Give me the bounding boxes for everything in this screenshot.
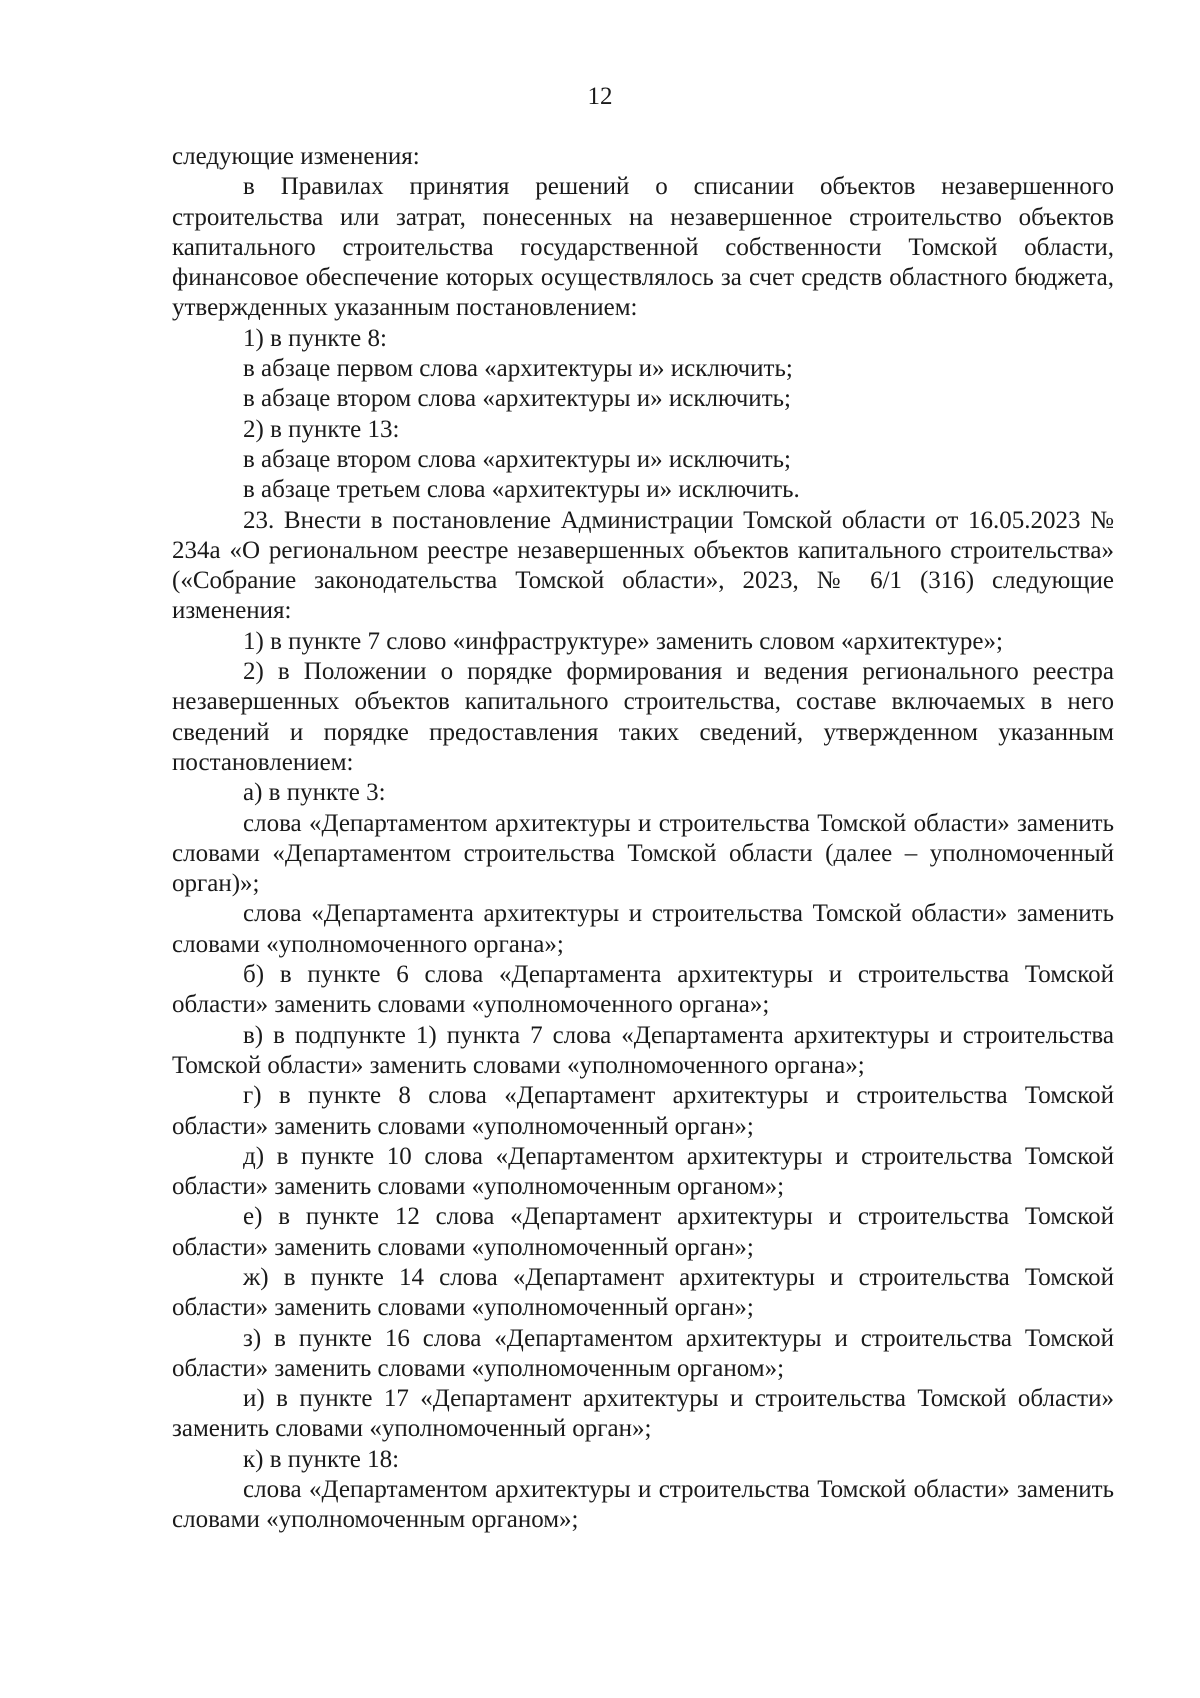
paragraph: в) в подпункте 1) пункта 7 слова «Департамента архитектуры и строительства Томской области» заменить словами «уполномоченного органа»; [172, 1021, 1114, 1079]
paragraph: слова «Департаментом архитектуры и строительства Томской области» заменить словами «уполномоченным органом»; [172, 1476, 1114, 1534]
paragraph: слова «Департаментом архитектуры и строительства Томской области» заменить словами «Департаментом строительства Томской области (далее – уполномоченный орган)»; [172, 809, 1114, 898]
paragraph: 23. Внести в постановление Администрации Томской области от 16.05.2023 № 234а «О региональном реестре незавершенных объектов капитального строительства» («Собрание законодательства Томской области», 2023, № 6/1 (316) следующие изменения: [172, 506, 1114, 625]
paragraph: 1) в пункте 8: [243, 324, 387, 352]
paragraph: в абзаце первом слова «архитектуры и» исключить; [243, 355, 793, 383]
paragraph: 2) в Положении о порядке формирования и ведения регионального реестра незавершенных объектов капитального строительства, составе включаемых в него сведений и порядке предоставления таких сведений, утвержденном указанным постановлением: [172, 658, 1114, 776]
paragraph: в абзаце втором слова «архитектуры и» исключить; [243, 445, 791, 473]
paragraph: и) в пункте 17 «Департамент архитектуры и строительства Томской области» заменить словами «уполномоченный орган»; [172, 1385, 1114, 1443]
paragraph: 1) в пункте 7 слово «инфраструктуре» заменить словом «архитектуре»; [243, 627, 1003, 655]
document-body [172, 142, 1114, 1536]
paragraph: в Правилах принятия решений о списании объектов незавершенного строительства или затрат, понесенных на незавершенное строительство объектов капитального строительства государственной собственности Томской области, финансовое обеспечение которых осуществлялось за счет средств областного бюджета, утвержденных указанным постановлением: [172, 173, 1114, 322]
page-number: 12 [587, 83, 613, 110]
paragraph: а) в пункте 3: [243, 779, 386, 807]
paragraph: в абзаце втором слова «архитектуры и» исключить; [243, 385, 791, 413]
paragraph: е) в пункте 12 слова «Департамент архитектуры и строительства Томской области» заменить словами «уполномоченный орган»; [172, 1203, 1114, 1261]
paragraph: б) в пункте 6 слова «Департамента архитектуры и строительства Томской области» заменить словами «уполномоченного органа»; [172, 961, 1114, 1019]
paragraph: з) в пункте 16 слова «Департаментом архитектуры и строительства Томской области» заменить словами «уполномоченным органом»; [172, 1324, 1114, 1382]
paragraph: следующие изменения: [172, 143, 420, 170]
paragraph: в абзаце третьем слова «архитектуры и» исключить. [243, 476, 800, 504]
paragraph: к) в пункте 18: [243, 1445, 400, 1473]
paragraph: слова «Департамента архитектуры и строительства Томской области» заменить словами «уполномоченного органа»; [172, 900, 1114, 958]
paragraph: г) в пункте 8 слова «Департамент архитектуры и строительства Томской области» заменить словами «уполномоченный орган»; [172, 1082, 1114, 1140]
paragraph: ж) в пункте 14 слова «Департамент архитектуры и строительства Томской области» заменить словами «уполномоченный орган»; [172, 1263, 1114, 1322]
paragraph: д) в пункте 10 слова «Департаментом архитектуры и строительства Томской области» заменить словами «уполномоченным органом»; [172, 1142, 1114, 1201]
paragraph: 2) в пункте 13: [243, 415, 400, 443]
